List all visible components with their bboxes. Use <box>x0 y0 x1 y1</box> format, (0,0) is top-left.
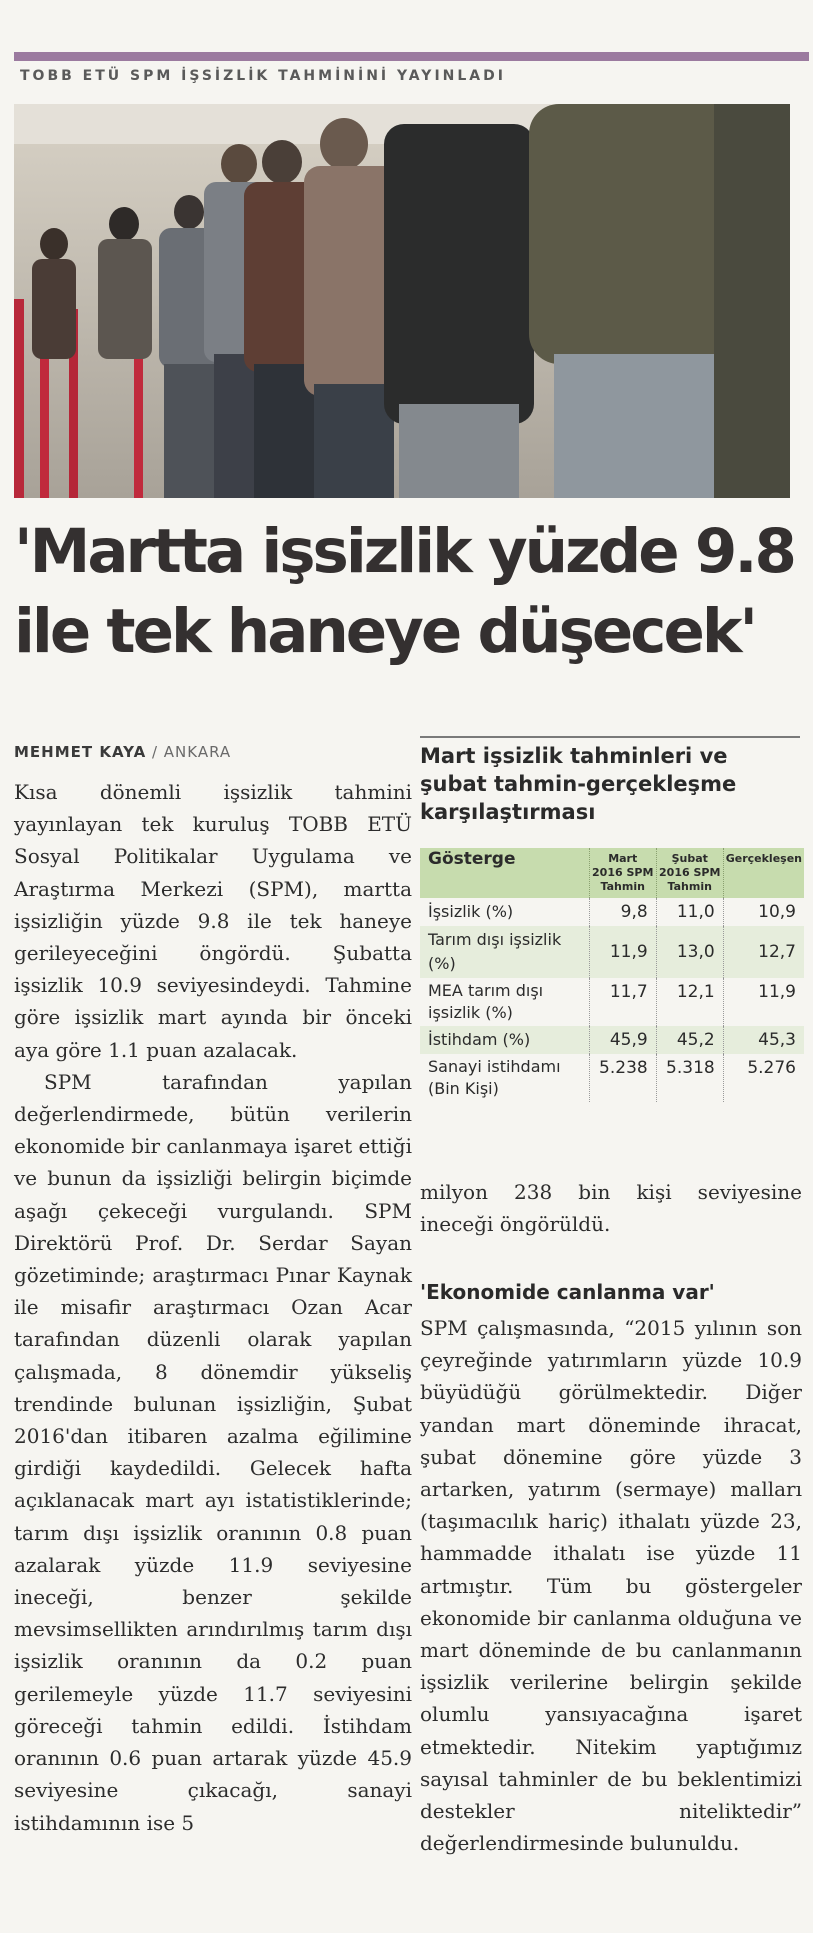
article-body-left <box>14 776 412 1839</box>
row-value: 5.318 <box>656 1054 723 1102</box>
paragraph-1: Kısa dönemli işsizlik tahmini yayınlayan tek kuruluş TOBB ETÜ Sosyal Politikalar Uygulama ve Araştırma Merkezi (SPM), martta işsizliğin yüzde 9.8 ile tek haneye gerileyeceğini öngördü. Şubatta işsizlik 10.9 seviyesindeydi. Tahmine göre işsizlik mart ayında bir önceki aya göre 1.1 puan azalacak. <box>14 780 412 1062</box>
row-label: Tarım dışı işsizlik (%) <box>420 926 589 978</box>
row-value: 12,7 <box>723 926 804 978</box>
paragraph-4: SPM çalışmasında, “2015 yılının son çeyreğinde yatırımların yüzde 10.9 büyüdüğü görülmektedir. Diğer yandan mart döneminde ihracat, şubat dönemine göre yüzde 3 artarken, yatırım (sermaye) malları (taşımacılık hariç) ithalatı yüzde 23, hammadde ithalatı ise yüzde 11 artmıştır. Tüm bu göstergeler ekonomide bir canlanma olduğuna ve mart döneminde de bu canlanmanın işsizlik verilerine belirgin şekilde olumlu yansıyacağına işaret etmektedir. Nitekim yaptığımız sayısal tahminler de bu beklentimizi destekler niteliktedir” değerlendirmesinde bulunuldu. <box>420 1316 802 1856</box>
header-feb-forecast: Şubat 2016 SPM Tahmin <box>656 848 723 898</box>
table-row <box>420 1054 804 1102</box>
header-actual: Gerçekleşen <box>723 848 804 898</box>
table-row <box>420 978 804 1026</box>
row-value: 45,2 <box>656 1026 723 1054</box>
table-row <box>420 898 804 926</box>
row-value: 5.238 <box>589 1054 656 1102</box>
byline <box>14 743 231 761</box>
table-title-text: Mart işsizlik tahminleri ve şubat tahmin-gerçekleşme karşılaştırması <box>420 744 737 824</box>
headline-line-1: 'Martta işsizlik yüzde 9.8 <box>14 516 794 587</box>
row-value: 5.276 <box>723 1054 804 1102</box>
news-photo <box>14 104 790 498</box>
table-title-rule <box>420 736 800 738</box>
section-color-bar <box>14 52 809 61</box>
table-title <box>420 742 800 826</box>
kicker: TOBB ETÜ SPM İŞSİZLİK TAHMİNİNİ YAYINLADI <box>20 68 506 84</box>
row-value: 11,7 <box>589 978 656 1026</box>
paragraph-2: SPM tarafından yapılan değerlendirmede, bütün verilerin ekonomide bir canlanmaya işaret ettiği ve bunun da işsizliği belirgin biçimde aşağı çekeceği vurgulandı. SPM Direktörü Prof. Dr. Serdar Sayan gözetiminde; araştırmacı Pınar Kaynak ile misafir araştırmacı Ozan Acar tarafından düzenli olarak yapılan çalışmada, 8 dönemdir yükseliş trendinde bulunan işsizliğin, Şubat 2016'dan itibaren azalma eğilimine girdiği kaydedildi. Gelecek hafta açıklanacak mart ayı istatistiklerinde; tarım dışı işsizlik oranının 0.8 puan azalarak yüzde 11.9 seviyesine ineceği, benzer şekilde mevsimsellikten arındırılmış tarım dışı işsizlik oranının da 0.2 puan gerilemeyle yüzde 11.7 seviyesini göreceği tahmin edildi. İstihdam oranının 0.6 puan artarak yüzde 45.9 seviyesine çıkacağı, sanayi istihdamının ise 5 <box>14 1069 412 1835</box>
subheading: 'Ekonomide canlanma var' <box>420 1280 715 1304</box>
table-header-row <box>420 848 804 898</box>
byline-separator: / <box>146 743 164 761</box>
byline-author: MEHMET KAYA <box>14 743 147 761</box>
row-value: 12,1 <box>656 978 723 1026</box>
header-indicator: Gösterge <box>420 848 589 898</box>
headline <box>14 512 804 672</box>
table-row <box>420 926 804 978</box>
row-value: 13,0 <box>656 926 723 978</box>
row-value: 11,0 <box>656 898 723 926</box>
row-value: 11,9 <box>723 978 804 1026</box>
byline-city: ANKARA <box>163 743 232 761</box>
row-value: 9,8 <box>589 898 656 926</box>
row-label: MEA tarım dışı işsizlik (%) <box>428 981 544 1022</box>
row-value: 11,9 <box>589 926 656 978</box>
row-value: 45,3 <box>723 1026 804 1054</box>
comparison-table <box>420 848 804 1102</box>
headline-line-2: ile tek haneye düşecek' <box>14 596 756 667</box>
row-value: 10,9 <box>723 898 804 926</box>
row-label: Sanayi istihdamı (Bin Kişi) <box>428 1057 561 1098</box>
queue-photo-illustration <box>14 104 790 498</box>
row-label: İşsizlik (%) <box>428 902 514 921</box>
paragraph-3: milyon 238 bin kişi seviyesine ineceği öngörüldü. <box>420 1180 802 1237</box>
table-row <box>420 1026 804 1054</box>
article-body-right-top <box>420 1176 802 1240</box>
header-march-forecast: Mart 2016 SPM Tahmin <box>589 848 656 898</box>
row-label: İstihdam (%) <box>420 1026 589 1054</box>
row-value: 45,9 <box>589 1026 656 1054</box>
article-body-right <box>420 1312 802 1859</box>
